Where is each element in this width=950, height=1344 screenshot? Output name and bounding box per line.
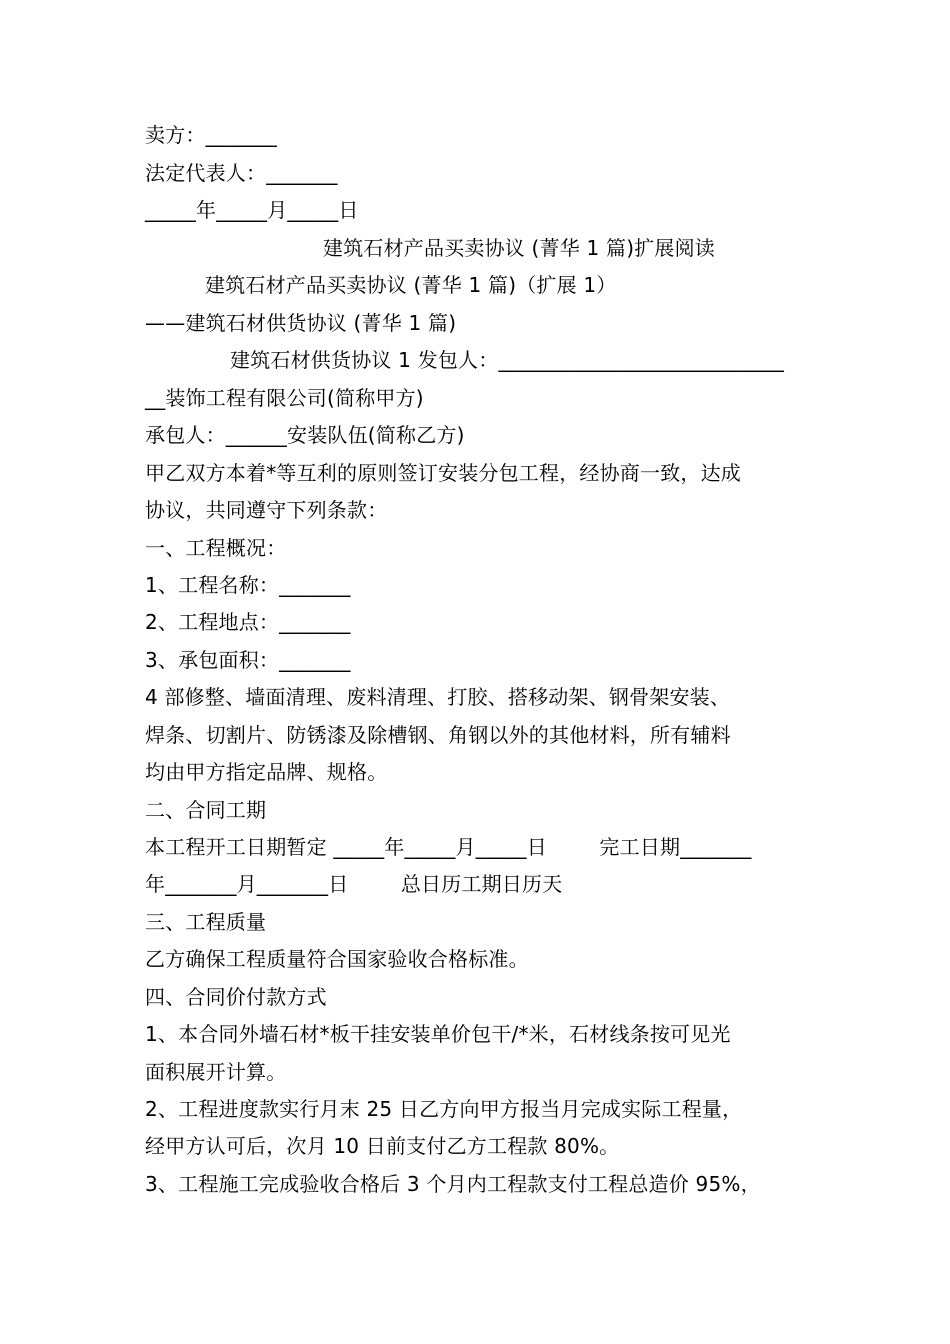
- schedule-line: 本工程开工日期暂定 _____年_____月_____日 完工日期_______: [145, 835, 752, 859]
- paragraph-line: 协议，共同遵守下列条款：: [145, 498, 388, 522]
- project-name-line: 1、工程名称：_______: [145, 573, 351, 597]
- paragraph-line: 3、工程施工完成验收合格后 3 个月内工程款支付工程总造价 95%，: [145, 1172, 761, 1196]
- contractor-line: 承包人：______安装队伍(简称乙方): [145, 423, 465, 447]
- paragraph-line: 均由甲方指定品牌、规格。: [145, 760, 388, 784]
- paragraph-line: 1、本合同外墙石材*板干挂安装单价包干/*米，石材线条按可见光: [145, 1022, 731, 1046]
- paragraph-line: 焊条、切割片、防锈漆及除槽钢、角钢以外的其他材料，所有辅料: [145, 723, 731, 747]
- project-location-line: 2、工程地点：_______: [145, 610, 351, 634]
- employer-line: 建筑石材供货协议 1 发包人：____________________________: [230, 348, 785, 372]
- section-heading: 三、工程质量: [145, 910, 267, 934]
- paragraph-line: 乙方确保工程质量符合国家验收合格标准。: [145, 947, 529, 971]
- paragraph-line: 甲乙双方本着*等互利的原则签订安装分包工程，经协商一致，达成: [145, 461, 741, 485]
- section-heading: 一、工程概况：: [145, 536, 287, 560]
- paragraph-line: 面积展开计算。: [145, 1060, 287, 1084]
- company-line: __装饰工程有限公司(简称甲方): [145, 386, 424, 410]
- legal-rep-line: 法定代表人：_______: [145, 161, 338, 185]
- supply-agreement-title: ——建筑石材供货协议 (菁华 1 篇): [145, 311, 457, 335]
- section-heading: 二、合同工期: [145, 798, 267, 822]
- section-heading: 四、合同价付款方式: [145, 985, 327, 1009]
- contract-area-line: 3、承包面积：_______: [145, 648, 351, 672]
- paragraph-line: 2、工程进度款实行月末 25 日乙方向甲方报当月完成实际工程量，: [145, 1097, 743, 1121]
- schedule-line: 年_______月_______日 总日历工期日历天: [145, 872, 563, 896]
- extension-title: 建筑石材产品买卖协议 (菁华 1 篇)（扩展 1）: [205, 273, 617, 297]
- date-line: _____年_____月_____日: [145, 198, 359, 222]
- paragraph-line: 4 部修整、墙面清理、废料清理、打胶、搭移动架、钢骨架安装、: [145, 685, 731, 709]
- seller-line: 卖方：_______: [145, 123, 277, 147]
- paragraph-line: 经甲方认可后，次月 10 日前支付乙方工程款 80%。: [145, 1134, 620, 1158]
- extended-reading-heading: 建筑石材产品买卖协议 (菁华 1 篇)扩展阅读: [323, 236, 716, 260]
